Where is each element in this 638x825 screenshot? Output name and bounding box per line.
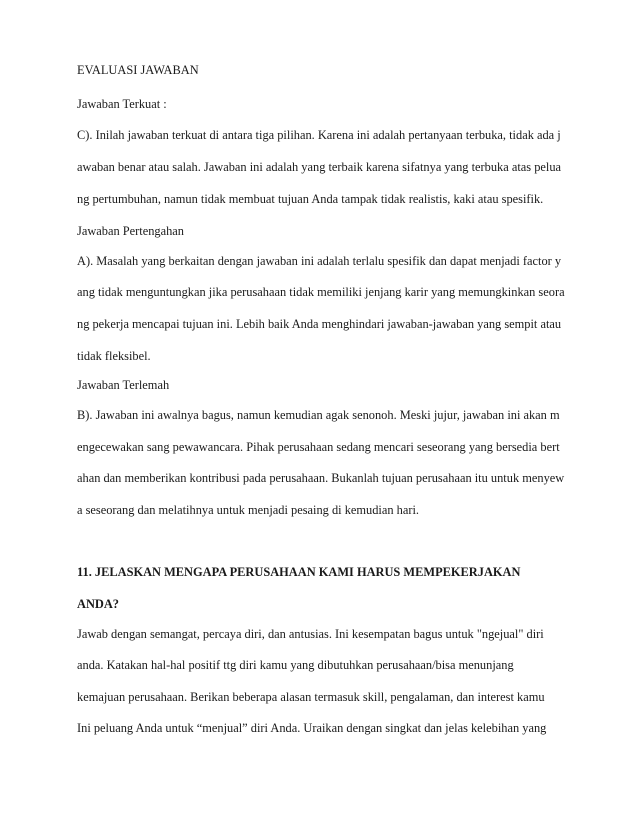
text-line: tidak fleksibel. — [77, 349, 151, 363]
text-line: anda. Katakan hal-hal positif ttg diri kamu yang dibutuhkan perusahaan/bisa menunjang — [77, 658, 514, 672]
question-heading-cont: ANDA? — [77, 597, 119, 611]
text-line: awaban benar atau salah. Jawaban ini adalah yang terbaik karena sifatnya yang terbuka atas pelua — [77, 160, 562, 174]
text-line: ng pertumbuhan, namun tidak membuat tujuan Anda tampak tidak realistis, kaki atau spesifik. — [77, 192, 544, 206]
section-title-evaluasi: EVALUASI JAWABAN — [77, 63, 199, 77]
text-line: Jawab dengan semangat, percaya diri, dan antusias. Ini kesempatan bagus untuk "ngejual" diri — [77, 627, 544, 641]
text-line: A). Masalah yang berkaitan dengan jawaban ini adalah terlalu spesifik dan dapat menjadi factor y — [77, 254, 562, 268]
text-line: kemajuan perusahaan. Berikan beberapa alasan termasuk skill, pengalaman, dan interest kamu — [77, 690, 545, 704]
text-line: engecewakan sang pewawancara. Pihak perusahaan sedang mencari seseorang yang bersedia bert — [77, 440, 560, 454]
label-jawaban-pertengahan: Jawaban Pertengahan — [77, 224, 184, 238]
label-jawaban-terkuat: Jawaban Terkuat : — [77, 97, 167, 111]
text-line: a seseorang dan melatihnya untuk menjadi pesaing di kemudian hari. — [77, 503, 420, 517]
text-line: Ini peluang Anda untuk “menjual” diri Anda. Uraikan dengan singkat dan jelas kelebihan yang — [77, 721, 547, 735]
question-heading: 11. JELASKAN MENGAPA PERUSAHAAN KAMI HARUS MEMPEKERJAKAN — [77, 565, 521, 579]
label-jawaban-terlemah: Jawaban Terlemah — [77, 378, 170, 392]
text-line: ng pekerja mencapai tujuan ini. Lebih baik Anda menghindari jawaban-jawaban yang sempit atau — [77, 317, 562, 331]
text-line: B). Jawaban ini awalnya bagus, namun kemudian agak senonoh. Meski jujur, jawaban ini akan m — [77, 408, 560, 422]
text-line: C). Inilah jawaban terkuat di antara tiga pilihan. Karena ini adalah pertanyaan terbuka, tidak ada j — [77, 128, 561, 142]
text-line: ang tidak menguntungkan jika perusahaan tidak memiliki jenjang karir yang memungkinkan seora — [77, 285, 565, 299]
text-line: ahan dan memberikan kontribusi pada perusahaan. Bukanlah tujuan perusahaan itu untuk menyew — [77, 471, 565, 485]
